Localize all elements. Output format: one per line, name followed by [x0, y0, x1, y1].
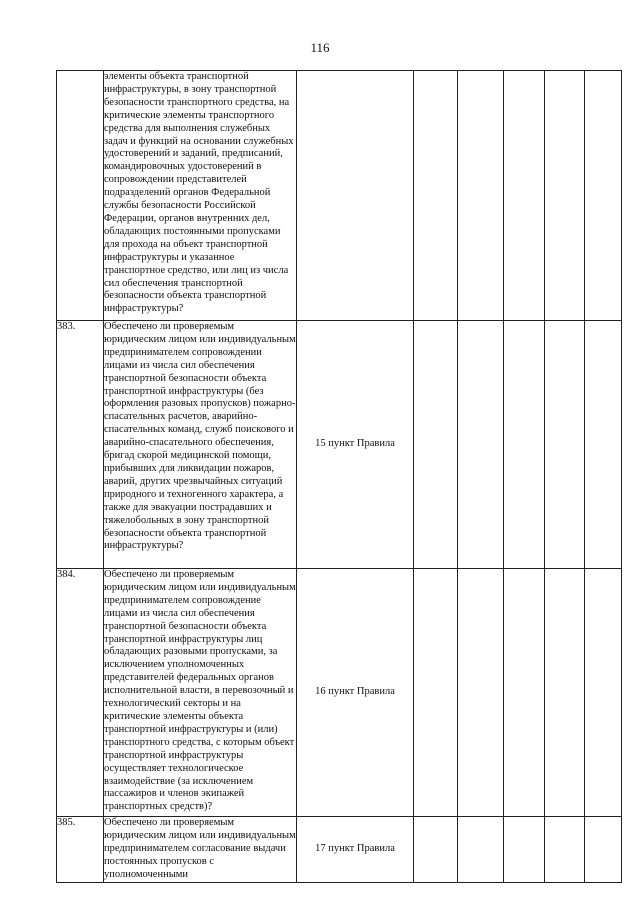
answer-cell-na — [504, 569, 545, 817]
answer-cell-no — [458, 71, 504, 321]
answer-cell-extra — [545, 71, 585, 321]
requirement-text: Обеспечено ли проверяемым юридическим лицом или индивидуальным предпринимателем согласование выдачи постоянных пропусков с уполномоченными — [104, 817, 297, 883]
answer-cell-na — [504, 71, 545, 321]
comment-cell — [585, 569, 622, 817]
answer-cell-extra — [545, 817, 585, 883]
checklist-table — [56, 70, 622, 883]
table-row — [57, 569, 622, 817]
row-number: 385. — [57, 817, 104, 883]
row-number: 383. — [57, 321, 104, 569]
answer-cell-extra — [545, 569, 585, 817]
answer-cell-yes — [414, 71, 458, 321]
answer-cell-extra — [545, 321, 585, 569]
requirement-text: Обеспечено ли проверяемым юридическим лицом или индивидуальным предпринимателем сопровождении лицами из числа сил обеспечения транспортной безопасности объекта транспортной инфраструктуры (без оформления разовых пропусков) пожарно-спасательных расчетов, аварийно-спасательных команд, служб поискового и аварийно-спасательного обеспечения, бригад скорой медицинской помощи, прибывших для ликвидации пожаров, аварий, других чрезвычайных ситуаций природного и техногенного характера, а также для эвакуации пострадавших и тяжелобольных в зону транспортной безопасности объекта транспортной инфраструктуры? — [104, 321, 297, 569]
requirement-text: Обеспечено ли проверяемым юридическим лицом или индивидуальным предпринимателем сопровождение лицами из числа сил обеспечения транспортной безопасности объекта транспортной инфраструктуры лиц обладающих разовыми пропусками, за исключением уполномоченных представителей федеральных органов исполнительной власти, в перевозочный и технологический секторы и на критические элементы объекта транспортной инфраструктуры и (или) транспортного средства, с которым объект транспортной инфраструктуры осуществляет технологическое взаимодействие (за исключением пассажиров и членов экипажей транспортных средств)? — [104, 569, 297, 817]
table-row — [57, 321, 622, 569]
comment-cell — [585, 71, 622, 321]
page-number: 116 — [310, 40, 330, 55]
comment-cell — [585, 321, 622, 569]
answer-cell-yes — [414, 569, 458, 817]
legal-reference: 15 пункт Правила — [297, 321, 414, 569]
answer-cell-na — [504, 321, 545, 569]
requirement-text: элементы объекта транспортной инфраструктуры, в зону транспортной безопасности транспортного средства, на критические элементы транспортного средства для выполнения служебных задач и функций на основании служебных удостоверений и заданий, предписаний, командировочных удостоверений в сопровождении представителей подразделений органов Федеральной службы безопасности Российской Федерации, органов внутренних дел, обладающих постоянными пропусками для прохода на объект транспортной инфраструктуры и указанное транспортное средство, или лиц из числа сил обеспечения транспортной безопасности объекта транспортной инфраструктуры? — [104, 71, 297, 321]
legal-reference: 16 пункт Правила — [297, 569, 414, 817]
answer-cell-yes — [414, 817, 458, 883]
table-row — [57, 71, 622, 321]
legal-reference: 17 пункт Правила — [297, 817, 414, 883]
answer-cell-no — [458, 321, 504, 569]
row-number: 384. — [57, 569, 104, 817]
answer-cell-no — [458, 569, 504, 817]
answer-cell-yes — [414, 321, 458, 569]
legal-reference — [297, 71, 414, 321]
table-row — [57, 817, 622, 883]
row-number — [57, 71, 104, 321]
comment-cell — [585, 817, 622, 883]
answer-cell-no — [458, 817, 504, 883]
answer-cell-na — [504, 817, 545, 883]
